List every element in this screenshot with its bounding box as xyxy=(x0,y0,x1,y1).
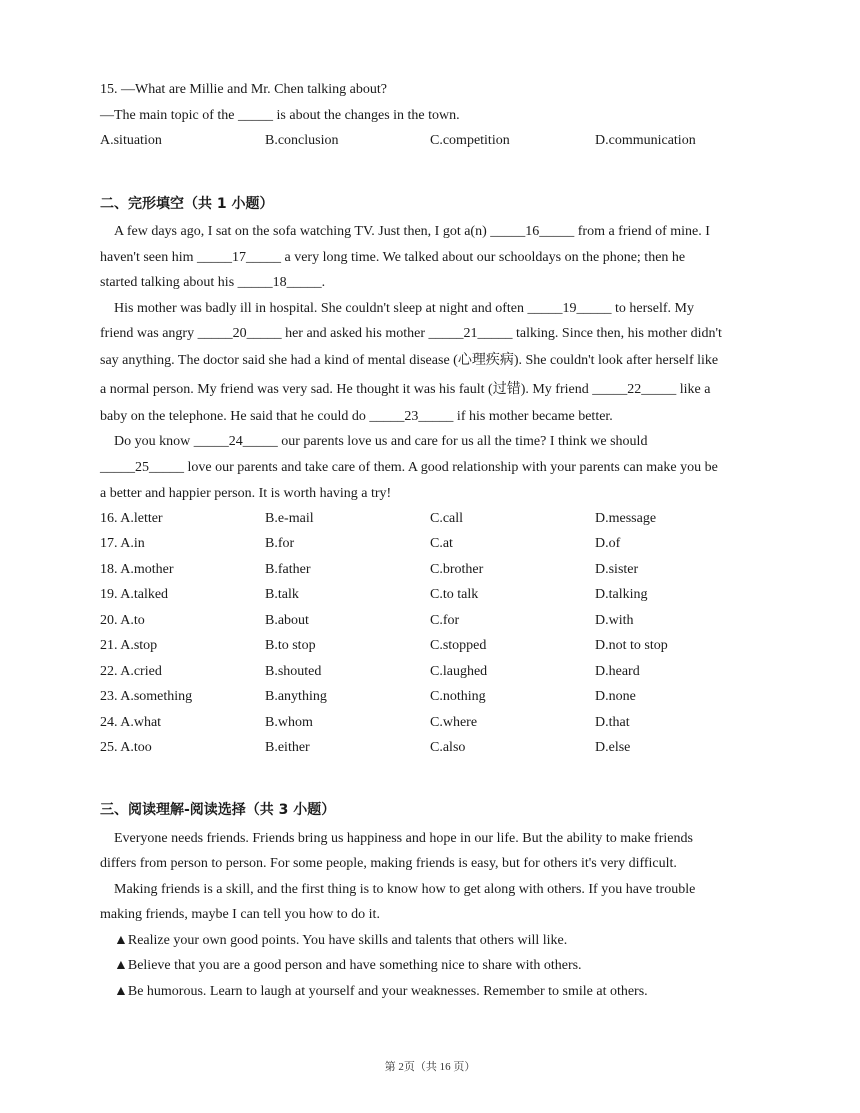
option-b: B.conclusion xyxy=(265,133,339,148)
options-row-24 xyxy=(100,714,780,732)
options-row-21 xyxy=(100,637,780,655)
passage-line: _____25_____ love our parents and take care of them. A good relationship with your parents can make you be xyxy=(100,460,718,475)
option-c: C.to talk xyxy=(430,587,479,602)
option-d: D.with xyxy=(595,613,634,628)
option-a: 21. A.stop xyxy=(100,638,158,653)
passage-line: Making friends is a skill, and the first thing is to know how to get along with others. If you have trouble xyxy=(114,882,696,897)
q15-response: —The main topic of the _____ is about the changes in the town. xyxy=(100,108,460,123)
options-row-17 xyxy=(100,535,780,553)
q15-question: 15. —What are Millie and Mr. Chen talking about? xyxy=(100,82,387,97)
passage-line: say anything. The doctor said she had a kind of mental disease (心理疾病). She couldn't look after herself like xyxy=(100,353,719,368)
section-heading-cloze: 二、完形填空（共 1 小题） xyxy=(100,196,274,212)
option-d: D.else xyxy=(595,740,631,755)
option-d: D.talking xyxy=(595,587,648,602)
option-b: B.either xyxy=(265,740,310,755)
option-d: D.not to stop xyxy=(595,638,668,653)
option-b: B.shouted xyxy=(265,664,322,679)
passage-line: haven't seen him _____17_____ a very long time. We talked about our schooldays on the phone; then he xyxy=(100,250,686,265)
option-b: B.whom xyxy=(265,715,313,730)
options-row-18 xyxy=(100,561,780,579)
options-row-22 xyxy=(100,663,780,681)
page-footer: 第 2页（共 16 页） xyxy=(384,1061,476,1073)
bullet-line: ▲Be humorous. Learn to laugh at yourself and your weaknesses. Remember to smile at others. xyxy=(114,984,648,999)
option-b: B.talk xyxy=(265,587,299,602)
option-c: C.at xyxy=(430,536,453,551)
options-row-25 xyxy=(100,739,780,757)
option-d: D.heard xyxy=(595,664,640,679)
passage-line: Do you know _____24_____ our parents love us and care for us all the time? I think we should xyxy=(114,434,648,449)
passage-line: His mother was badly ill in hospital. She couldn't sleep at night and often _____19_____ to herself. My xyxy=(114,301,694,316)
options-row-23 xyxy=(100,688,780,706)
option-d: D.of xyxy=(595,536,621,551)
passage-line: baby on the telephone. He said that he could do _____23_____ if his mother became better. xyxy=(100,409,613,424)
option-b: B.anything xyxy=(265,689,327,704)
option-a: 17. A.in xyxy=(100,536,145,551)
passage-line: making friends, maybe I can tell you how to do it. xyxy=(100,907,380,922)
passage-line: friend was angry _____20_____ her and asked his mother _____21_____ talking. Since then, his mother didn't xyxy=(100,326,722,341)
options-row-16 xyxy=(100,510,780,528)
option-d: D.communication xyxy=(595,133,696,148)
option-d: D.message xyxy=(595,511,657,526)
option-a: 23. A.something xyxy=(100,689,193,704)
passage-line: Everyone needs friends. Friends bring us happiness and hope in our life. But the ability to make friends xyxy=(114,831,693,846)
option-a: A.situation xyxy=(100,133,162,148)
option-c: C.competition xyxy=(430,133,510,148)
option-c: C.for xyxy=(430,613,460,628)
passage-line: a better and happier person. It is worth having a try! xyxy=(100,486,392,501)
option-a: 19. A.talked xyxy=(100,587,169,602)
option-c: C.where xyxy=(430,715,478,730)
option-c: C.stopped xyxy=(430,638,487,653)
passage-line: differs from person to person. For some people, making friends is easy, but for others it's very difficult. xyxy=(100,856,677,871)
option-a: 25. A.too xyxy=(100,740,152,755)
option-c: C.also xyxy=(430,740,466,755)
q15-options xyxy=(100,132,780,150)
bullet-line: ▲Realize your own good points. You have skills and talents that others will like. xyxy=(114,933,568,948)
option-b: B.e-mail xyxy=(265,511,314,526)
option-b: B.about xyxy=(265,613,309,628)
option-d: D.none xyxy=(595,689,636,704)
option-a: 24. A.what xyxy=(100,715,162,730)
passage-line: started talking about his _____18_____. xyxy=(100,275,326,290)
options-row-20 xyxy=(100,612,780,630)
passage-line: A few days ago, I sat on the sofa watching TV. Just then, I got a(n) _____16_____ from a friend of mine. I xyxy=(114,224,710,239)
bullet-line: ▲Believe that you are a good person and have something nice to share with others. xyxy=(114,958,582,973)
option-d: D.sister xyxy=(595,562,639,577)
option-b: B.father xyxy=(265,562,311,577)
option-a: 18. A.mother xyxy=(100,562,174,577)
options-row-19 xyxy=(100,586,780,604)
option-d: D.that xyxy=(595,715,630,730)
section-heading-reading: 三、阅读理解-阅读选择（共 3 小题） xyxy=(100,802,336,818)
option-a: 22. A.cried xyxy=(100,664,162,679)
option-b: B.for xyxy=(265,536,295,551)
option-c: C.laughed xyxy=(430,664,488,679)
option-c: C.brother xyxy=(430,562,484,577)
option-c: C.nothing xyxy=(430,689,486,704)
option-a: 20. A.to xyxy=(100,613,145,628)
option-c: C.call xyxy=(430,511,464,526)
option-b: B.to stop xyxy=(265,638,316,653)
passage-line: a normal person. My friend was very sad. He thought it was his fault (过错). My friend _____22_____ like a xyxy=(100,382,711,397)
option-a: 16. A.letter xyxy=(100,511,163,526)
